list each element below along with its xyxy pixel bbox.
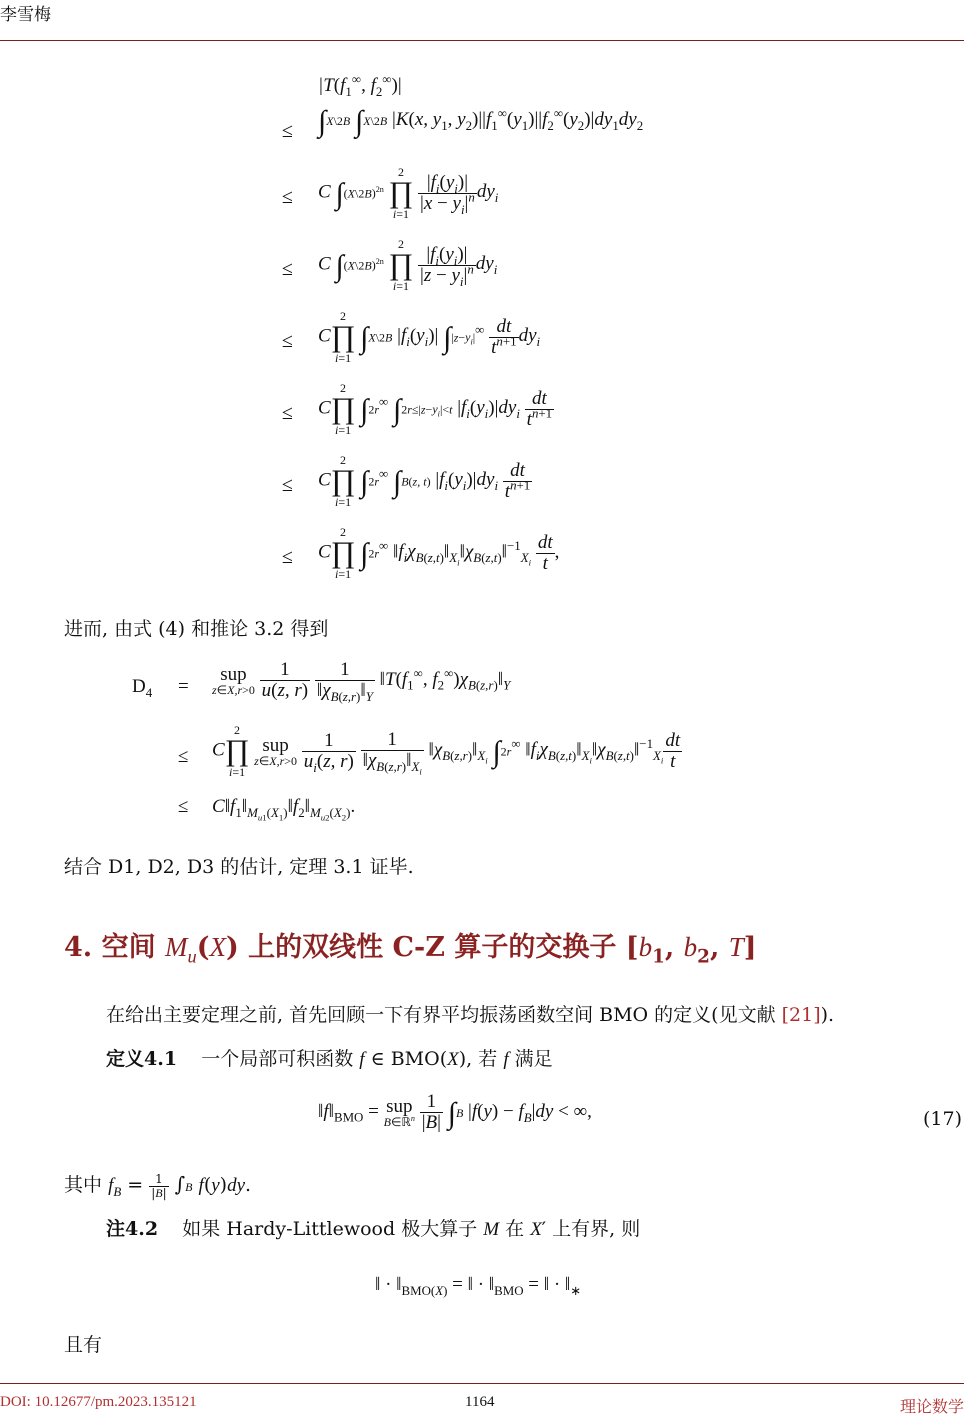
leq-symbol: ≤ [178, 796, 189, 817]
footer-rule [0, 1383, 964, 1384]
eq1-line-6: C 2 ∏ i=1 ∫2r∞ $\int 2r\le|z-y_i|<t$ $|f_i(y_i)|dy_i$ $\frac{dt}{t^{n+1}}$ [318, 381, 553, 437]
leq-symbol: ≤ [282, 186, 293, 208]
section-number: 4. [64, 932, 93, 963]
definition-label: 定义4.1 [106, 1048, 178, 1070]
leq-symbol: ≤ [282, 258, 293, 280]
leq-symbol: ≤ [282, 402, 293, 424]
paragraph-text: 其中 $f_B$ = $\frac{1}{|B|}$ ∫B f(y)dy. [64, 1171, 252, 1200]
leq-symbol: ≤ [282, 474, 293, 496]
section-title-part: 上的双线性 C-Z 算子的交换子 [248, 932, 617, 963]
leq-symbol: ≤ [282, 330, 293, 352]
eq1-line-5: C 2 ∏ i=1 ∫X\2B $|f_i(y_i)|$ $\int|z-y_i|^\infty$ $\frac{dt}{t^{n+1}}$ $dy_i$ [318, 309, 541, 365]
eq1-line-8: C 2 ∏ i=1 ∫2r∞ $‖f_i\chi_{B(z,t)}‖_{X_i}‖\chi_{B(z,t)}‖^{-1}_{X_i}$ $\frac{dt}{t}$ , [318, 525, 560, 581]
running-head-author: 李雪梅 [0, 5, 51, 25]
eq-17: $‖f‖_{BMO}$ = sup B∈ℝ$^n$ $\frac{1}{|B|}$ ∫B $|f(y) - f_B|dy$ < ∞, [318, 1091, 592, 1133]
eq1-line-7: C 2 ∏ i=1 ∫2r∞ ∫B(z, t) $|f_i(y_i)|dy_i$ $\frac{dt}{t^{n+1}}$ [318, 453, 531, 509]
leq-symbol: ≤ [282, 546, 293, 568]
eq-equals: = [178, 676, 189, 697]
eq2-line-2: C 2 ∏ i=1 sup z∈X,r>0 $\frac{1}{u_i(z, r)}$ $\frac{1}{‖\chi_{B(z,r)}‖_{X_i}}$ $‖\chi_{B(z,r)}‖_{X_i}$ ∫2r∞ $‖f_i\chi_{B(z,t)}‖_{X_i}‖\chi_{B(z,t)}‖^{-1}_{X_i}$ $\frac{dt}{t}$ [212, 723, 681, 779]
definition-4-1: 定义4.1 一个局部可积函数 f ∈ BMO(X), 若 f 满足 [106, 1048, 553, 1070]
paragraph-text: 进而, 由式 (4) 和推论 3.2 得到 [64, 618, 329, 640]
eq1-line-1: $|T(f_1^\infty$, $f_2^\infty)|$ [318, 71, 402, 99]
eq2-line-1: sup z∈X,r>0 $\frac{1}{u(z, r)}$ $\frac{1}{‖\chi_{B(z,r)}‖_Y}$ $‖T(f_1^\infty$, $f_2^\infty)\chi_{B(z,r)}‖_Y$ [212, 659, 511, 704]
eq1-line-2: ∫X\2B ∫X\2B |K(x, $y_1$, $y_2)||f_1^\infty(y_1)||f_2^\infty(y_2)|dy_1dy_2$ [318, 105, 644, 138]
eq2-lhs: $D_4$ [132, 676, 153, 700]
paragraph-text: 且有 [64, 1334, 103, 1356]
eq1-line-3: C ∫(X\2B)$^{2n}$ 2 ∏ i=1 $\frac{|f_i(y_i)|}{|x - y_i|^n}$ $dy_i$ [318, 165, 499, 221]
journal-name[interactable]: 理论数学 [899, 1397, 964, 1416]
note-label: 注4.2 [106, 1218, 159, 1240]
note-4-2: 注4.2 如果 Hardy-Littlewood 极大算子 M 在 X′ 上有界, 则 [106, 1218, 641, 1240]
doi-link[interactable]: DOI: 10.12677/pm.2023.135121 [0, 1394, 197, 1410]
leq-symbol: ≤ [282, 120, 293, 142]
header-rule [0, 40, 964, 41]
paragraph-text: 结合 D1, D2, D3 的估计, 定理 3.1 证毕. [64, 856, 414, 878]
page-number: 1164 [465, 1394, 495, 1410]
equation-number: (17) [922, 1108, 962, 1130]
section-heading: 4. 空间 $M_u(X)$ 上的双线性 C-Z 算子的交换子 [$b_1$, $b_2$, T] [64, 932, 757, 968]
norm-equality: ‖ · $‖_{BMO(X)}$ = ‖ · $‖_{BMO}$ = ‖ · $‖_∗$ [375, 1274, 582, 1298]
paragraph-text: 在给出主要定理之前, 首先回顾一下有界平均振荡函数空间 BMO 的定义(见文献 [21]). [106, 1004, 835, 1026]
eq2-line-3: $C‖f_1‖_{M_{u1}(X_1)}‖f_2‖_{M_{u2}(X_2)}$. [212, 796, 356, 823]
section-title-part: 空间 [101, 932, 156, 963]
citation-link[interactable]: [21] [781, 1004, 821, 1026]
leq-symbol: ≤ [178, 746, 189, 767]
eq1-line-4: C ∫(X\2B)$^{2n}$ 2 ∏ i=1 $\frac{|f_i(y_i)|}{|z - y_i|^n}$ $dy_i$ [318, 237, 498, 293]
